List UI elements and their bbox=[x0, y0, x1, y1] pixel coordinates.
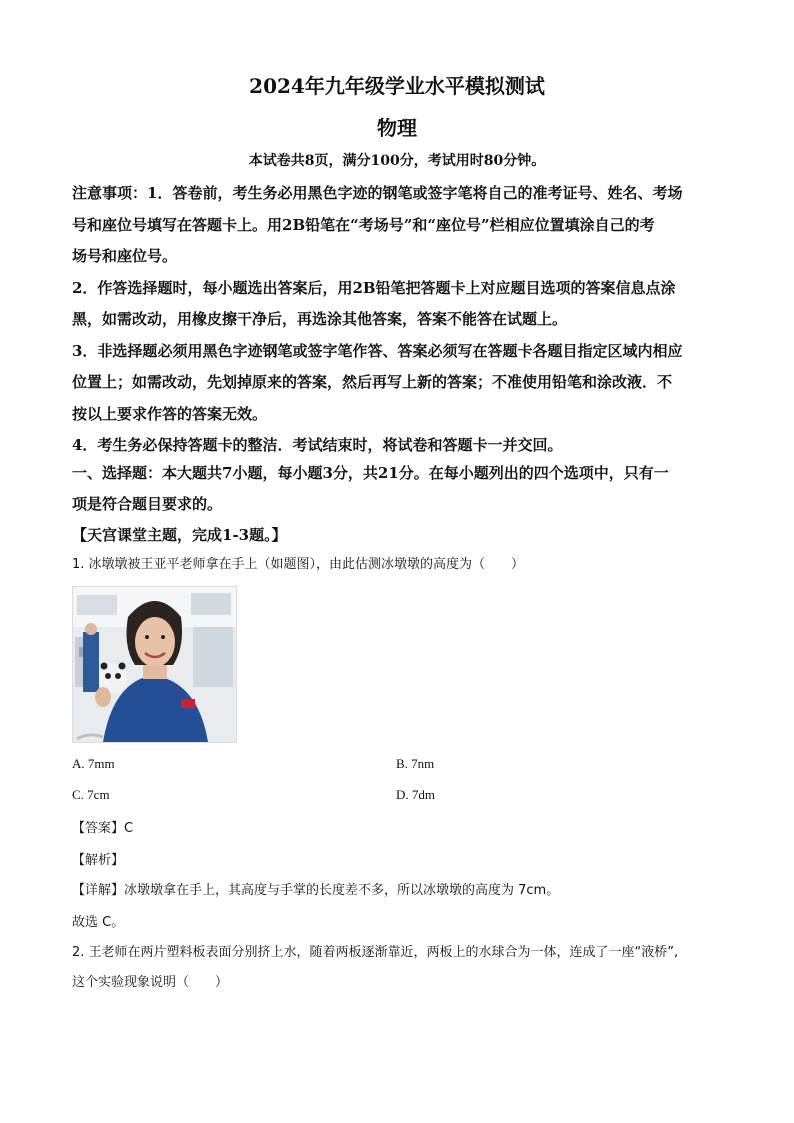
question-1-stem: 1. 冰墩墩被王亚平老师拿在手上（如题图），由此估测冰墩墩的高度为（ ） bbox=[72, 557, 525, 572]
section-line: 项是符合题目要求的。 bbox=[72, 495, 223, 513]
analysis-label: 【解析】 bbox=[72, 853, 125, 868]
instruction-line: 注意事项：1．答卷前，考生务必用黑色字迹的钢笔或签字笔将自己的准考证号、姓名、考场 bbox=[72, 184, 683, 202]
section-heading bbox=[72, 458, 726, 551]
instruction-line: 场号和座位号。 bbox=[72, 247, 178, 265]
option-d: D. 7dm bbox=[396, 787, 435, 802]
conclusion-text: 故选 C。 bbox=[72, 915, 125, 930]
instruction-line: 号和座位号填写在答题卡上。用2B铅笔在“考场号”和“座位号”栏相应位置填涂自己的考 bbox=[72, 215, 655, 234]
answer-label: 【答案】C bbox=[72, 821, 134, 836]
instruction-line: 黑，如需改动，用橡皮擦干净后，再选涂其他答案，答案不能答在试题上。 bbox=[72, 310, 568, 328]
exam-info: 本试卷共8页，满分100分，考试用时80分钟。 bbox=[248, 153, 546, 169]
section-line: 一、选择题：本大题共7小题，每小题3分，共21分。在每小题列出的四个选项中，只有一 bbox=[72, 464, 669, 482]
question-group-label: 【天宫课堂主题，完成1-3题。】 bbox=[72, 526, 287, 544]
detail-text: 【详解】冰墩墩拿在手上，其高度与手掌的长度差不多，所以冰墩墩的高度为 7cm。 bbox=[72, 883, 560, 898]
instructions bbox=[72, 178, 726, 462]
question-2-line: 2. 王老师在两片塑料板表面分别挤上水，随着两板逐渐靠近，两板上的水球合为一体，连成了一座“液桥”, bbox=[72, 945, 679, 960]
option-b: B. 7nm bbox=[396, 756, 435, 771]
instruction-line: 4．考生务必保持答题卡的整洁．考试结束时，将试卷和答题卡一并交回。 bbox=[72, 436, 563, 454]
instruction-line: 2．作答选择题时，每小题选出答案后，用2B铅笔把答题卡上对应题目选项的答案信息点涂 bbox=[72, 278, 676, 297]
instruction-line: 位置上；如需改动，先划掉原来的答案，然后再写上新的答案；不准使用铅笔和涂改液．不 bbox=[72, 373, 673, 391]
instruction-line: 3．非选择题必须用黑色字迹钢笔或签字笔作答、答案必须写在答题卡各题目指定区域内相应 bbox=[72, 341, 683, 360]
question-2-stem bbox=[72, 938, 732, 998]
astronaut-photo-image bbox=[73, 587, 236, 742]
subject-title: 物理 bbox=[377, 116, 417, 140]
astronaut-photo bbox=[72, 586, 237, 743]
option-c: C. 7cm bbox=[72, 787, 110, 802]
instruction-line: 按以上要求作答的答案无效。 bbox=[72, 404, 268, 423]
question-2-line: 这个实验现象说明（ ） bbox=[72, 975, 229, 990]
exam-title: 2024年九年级学业水平模拟测试 bbox=[249, 74, 545, 98]
option-a: A. 7mm bbox=[72, 756, 115, 771]
